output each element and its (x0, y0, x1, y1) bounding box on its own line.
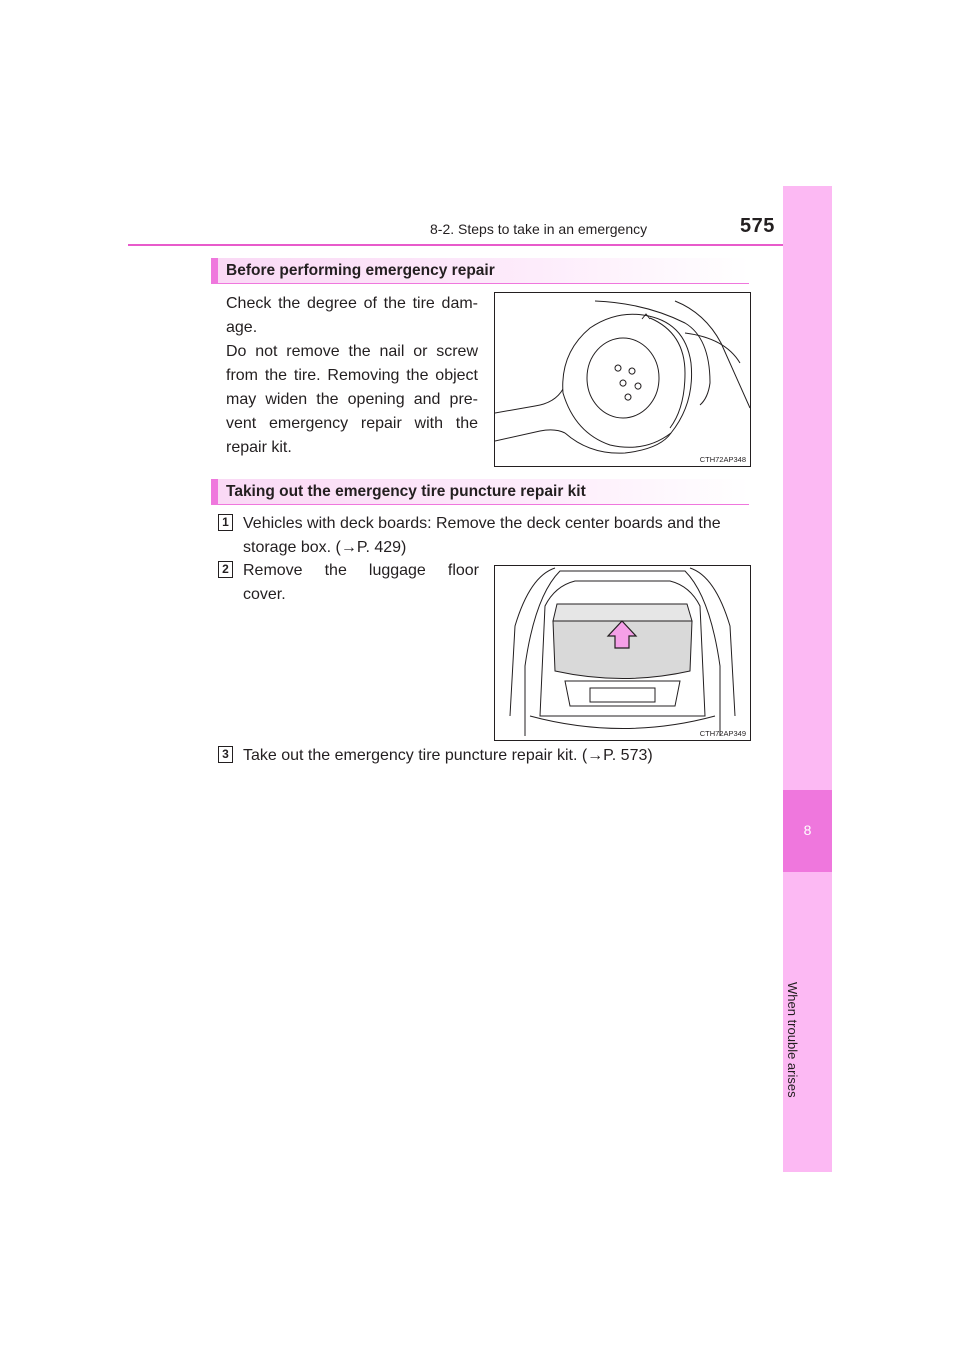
paragraph-check-damage: Check the degree of the tire dam-age. (226, 295, 478, 336)
step-number-1: 1 (218, 514, 233, 531)
step-1-text: Vehicles with deck boards: Remove the deck center boards and the storage box. (→P. 429) (243, 515, 721, 556)
subheading-before-repair (211, 258, 749, 284)
tire-drawing (495, 293, 750, 466)
subheading-taking-out-kit (211, 479, 749, 505)
step-2-text-line1: Remove the luggage floor (243, 562, 479, 579)
figure-luggage-floor-illustration (494, 565, 751, 741)
step-number-2: 2 (218, 561, 233, 578)
figure-tire-illustration (494, 292, 751, 467)
luggage-drawing (495, 566, 750, 740)
page-number: 575 (740, 215, 775, 237)
header-rule (128, 244, 832, 246)
chapter-label: When trouble arises (785, 982, 800, 1098)
step-number-3: 3 (218, 746, 233, 763)
step-3-text: Take out the emergency tire puncture repair kit. (→P. 573) (243, 747, 653, 764)
paragraph-do-not-remove: Do not remove the nail or screw from the tire. Removing the object may widen the opening and pre-vent emergency repair with the repair kit. (226, 343, 478, 456)
step-2-text-line2: cover. (243, 586, 286, 603)
subheading-text: Before performing emergency repair (226, 262, 495, 279)
figure-code: CTH72AP348 (699, 455, 746, 464)
subheading-text: Taking out the emergency tire puncture repair kit (226, 483, 586, 500)
chapter-number: 8 (803, 822, 812, 838)
figure-code: CTH72AP349 (699, 729, 746, 738)
step-2-text (243, 559, 479, 607)
section-title: 8-2. Steps to take in an emergency (430, 221, 648, 237)
